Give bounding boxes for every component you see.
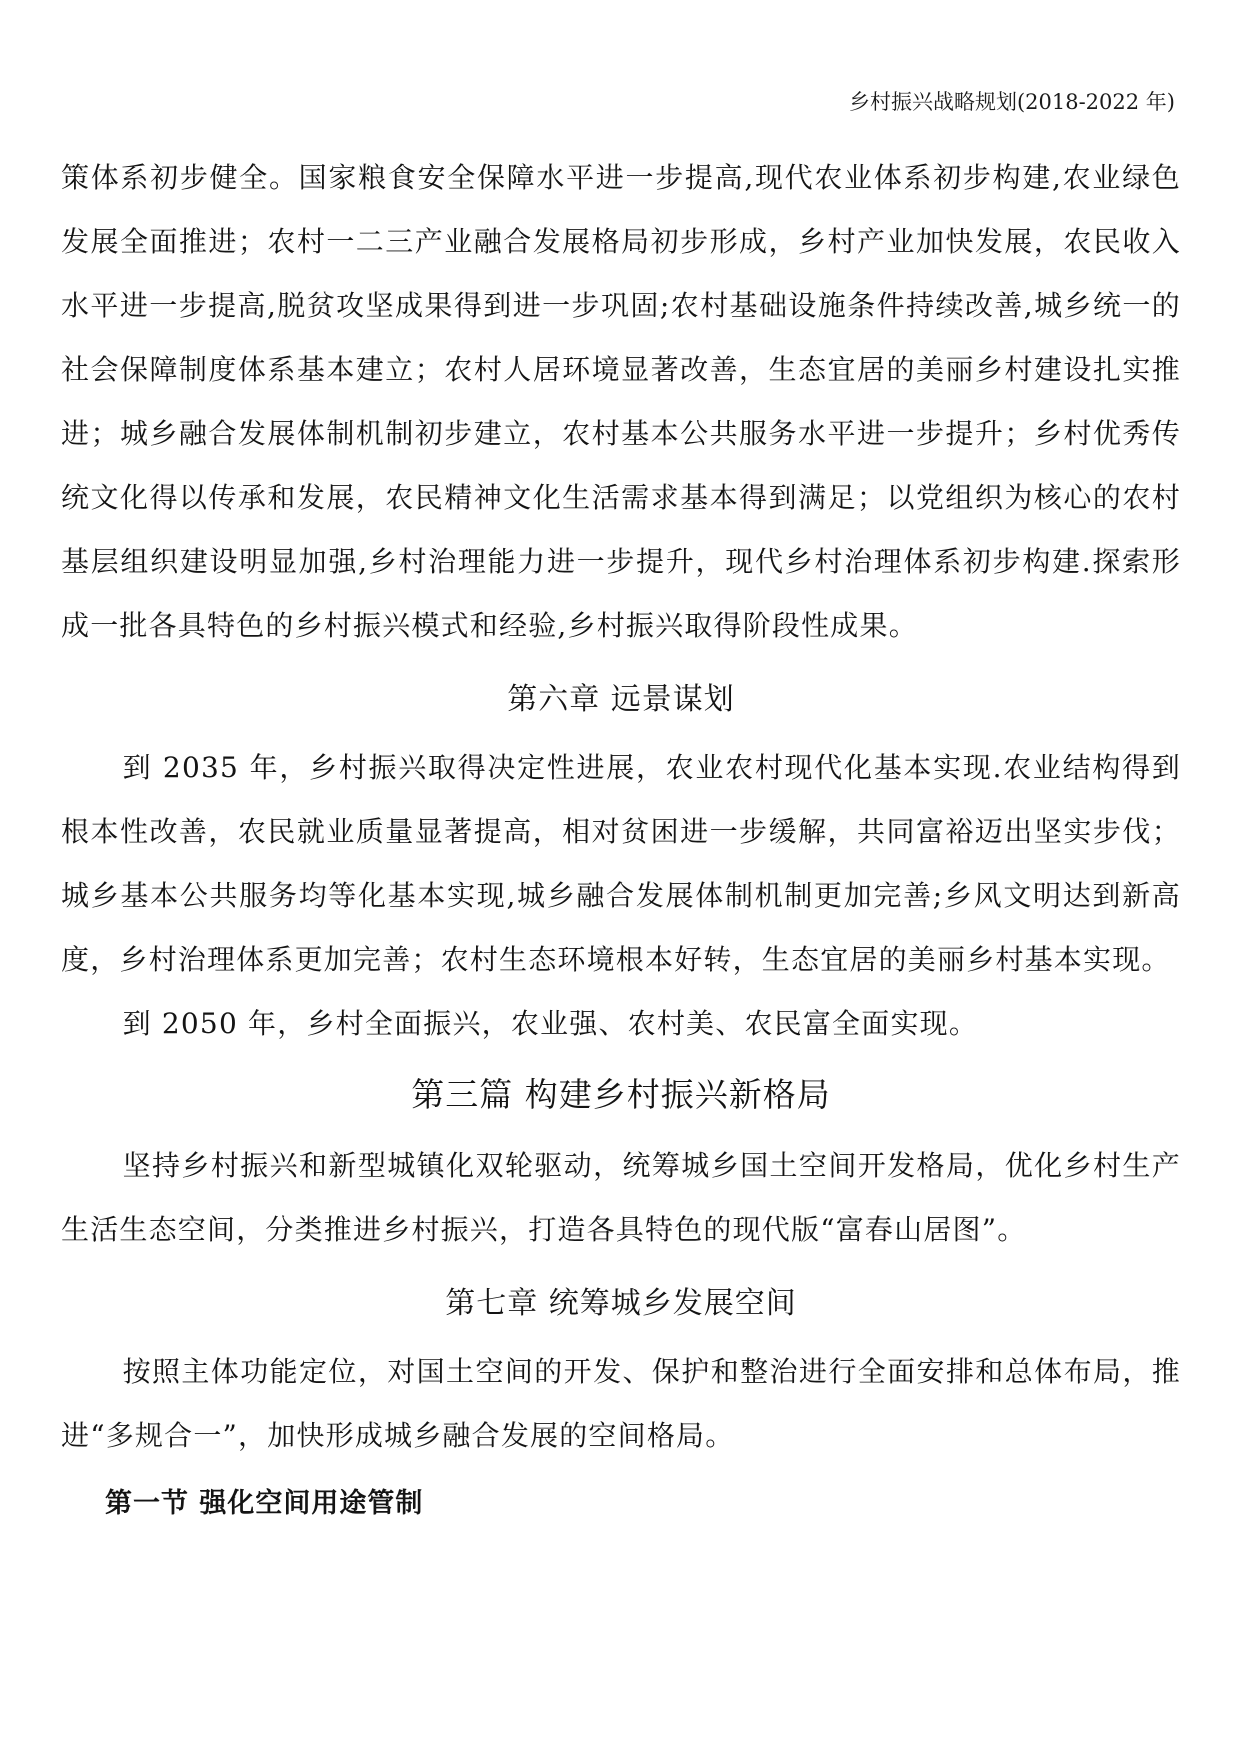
paragraph-goals-continued: 策体系初步健全。国家粮食安全保障水平进一步提高,现代农业体系初步构建,农业绿色发展全面推进；农村一二三产业融合发展格局初步形成，乡村产业加快发展，农民收入水平进一步提高,脱贫攻坚成果得到进一步巩固;农村基础设施条件持续改善,城乡统一的社会保障制度体系基本建立；农村人居环境显著改善，生态宜居的美丽乡村建设扎实推进；城乡融合发展体制机制初步建立，农村基本公共服务水平进一步提升；乡村优秀传统文化得以传承和发展，农民精神文化生活需求基本得到满足；以党组织为核心的农村基层组织建设明显加强,乡村治理能力进一步提升，现代乡村治理体系初步构建.探索形成一批各具特色的乡村振兴模式和经验,乡村振兴取得阶段性成果。 bbox=[61, 161, 1181, 642]
chapter-7-title: 第七章 统筹城乡发展空间 bbox=[445, 1286, 797, 1321]
part-3-title: 第三篇 构建乡村振兴新格局 bbox=[411, 1075, 831, 1114]
document-body bbox=[61, 146, 1181, 1532]
paragraph-chapter-7-intro: 按照主体功能定位，对国土空间的开发、保护和整治进行全面安排和总体布局，推进“多规合一”，加快形成城乡融合发展的空间格局。 bbox=[61, 1355, 1181, 1452]
paragraph-part-3-intro: 坚持乡村振兴和新型城镇化双轮驱动，统筹城乡国土空间开发格局，优化乡村生产生活生态空间，分类推进乡村振兴，打造各具特色的现代版“富春山居图”。 bbox=[61, 1149, 1181, 1246]
paragraph-2050-vision: 到 2050 年，乡村全面振兴，农业强、农村美、农民富全面实现。 bbox=[122, 1007, 979, 1040]
running-header: 乡村振兴战略规划(2018-2022 年) bbox=[848, 90, 1175, 114]
chapter-6-title: 第六章 远景谋划 bbox=[507, 682, 735, 717]
section-1-title: 第一节 强化空间用途管制 bbox=[105, 1488, 424, 1519]
paragraph-2035-vision: 到 2035 年，乡村振兴取得决定性进展，农业农村现代化基本实现.农业结构得到根本性改善，农民就业质量显著提高，相对贫困进一步缓解，共同富裕迈出坚实步伐；城乡基本公共服务均等化基本实现,城乡融合发展体制机制更加完善;乡风文明达到新高度，乡村治理体系更加完善；农村生态环境根本好转，生态宜居的美丽乡村基本实现。 bbox=[61, 751, 1181, 976]
